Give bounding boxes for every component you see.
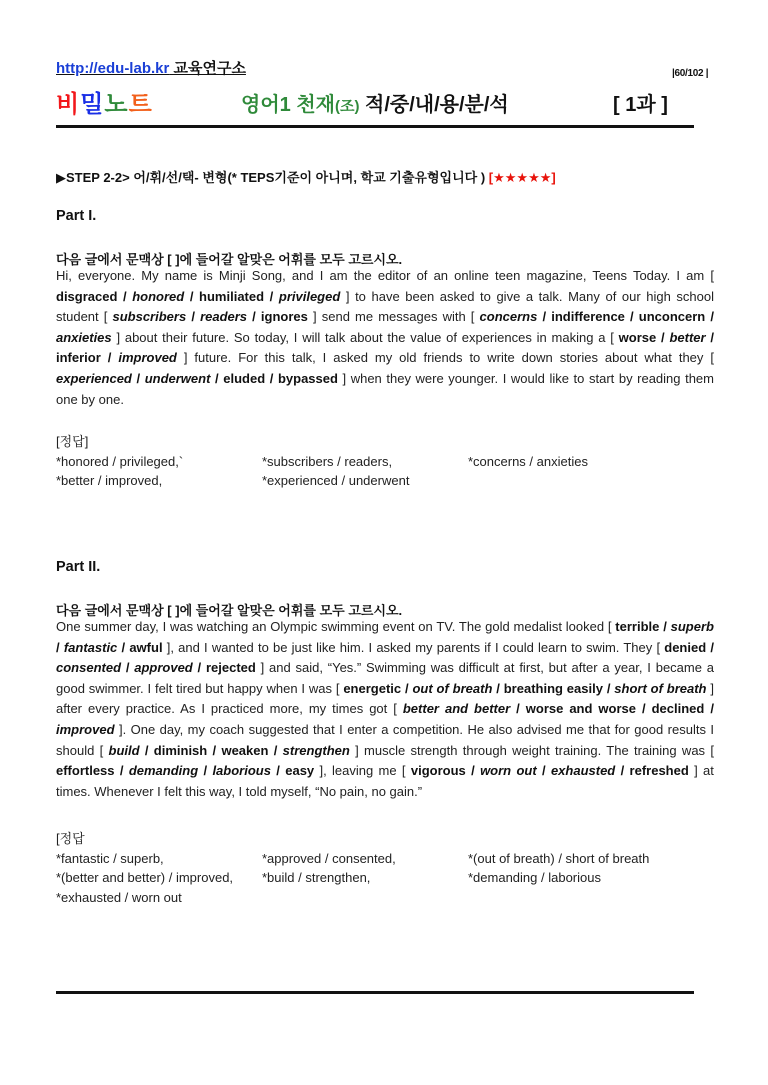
site-name: 교육연구소 xyxy=(173,60,246,77)
option-word-correct: worn out xyxy=(480,763,537,779)
answer-grid xyxy=(56,849,728,908)
brand-title xyxy=(56,84,153,119)
option-separator: / xyxy=(121,639,126,655)
option-separator: / xyxy=(496,680,500,696)
option-separator: / xyxy=(269,288,274,304)
option-word: refreshed xyxy=(629,763,689,779)
option-separator: / xyxy=(273,742,278,758)
option-separator: / xyxy=(107,350,112,366)
option-word: terrible xyxy=(615,619,660,634)
answer-row xyxy=(56,868,728,888)
option-word: rejected xyxy=(205,660,256,676)
option-word: bypassed xyxy=(277,370,338,386)
option-word: unconcern xyxy=(638,309,706,325)
answer-cell: *fantastic / superb, xyxy=(56,850,164,866)
header-divider xyxy=(56,125,694,128)
option-word-correct: fantastic xyxy=(63,639,118,655)
option-separator: / xyxy=(606,680,611,696)
answer-row xyxy=(56,452,728,472)
answer-cell: *concerns / anxieties xyxy=(468,453,588,469)
option-separator: / xyxy=(269,370,274,386)
brand-char: 비 xyxy=(56,91,81,118)
answer-row xyxy=(56,471,728,491)
option-word-correct: superb xyxy=(670,619,714,634)
option-word-correct: honored xyxy=(132,288,185,304)
option-word-correct: subscribers xyxy=(112,309,187,325)
answer-label: [정답] xyxy=(56,434,89,449)
answer-cell: *better / improved, xyxy=(56,473,163,488)
option-word-correct: strengthen xyxy=(282,742,350,758)
step-heading xyxy=(56,167,556,186)
option-word: diminish xyxy=(153,742,208,758)
option-separator: / xyxy=(710,329,714,345)
option-word-correct: improved xyxy=(56,721,115,737)
answer-row xyxy=(56,888,728,908)
answer-row xyxy=(56,849,728,869)
option-separator: / xyxy=(144,742,149,758)
option-word: breathing easily xyxy=(503,680,603,696)
page-number: |60/102 | xyxy=(672,68,709,79)
part1-title: Part I. xyxy=(56,208,97,224)
option-separator: / xyxy=(276,763,280,779)
option-word-correct: short of breath xyxy=(614,680,707,696)
option-word-correct: readers xyxy=(200,309,248,325)
option-word: humiliated xyxy=(199,288,265,304)
answer-cell: *exhausted / worn out xyxy=(56,889,182,905)
answer-label: [정답 xyxy=(56,831,85,846)
brand-char: 밀 xyxy=(80,91,105,118)
part2-answers xyxy=(56,829,728,907)
brand-char: 노 xyxy=(104,91,129,118)
option-word: worse xyxy=(618,329,657,345)
option-word-correct: out of breath xyxy=(412,680,493,696)
option-word-correct: demanding xyxy=(128,763,199,779)
footer-divider xyxy=(56,991,694,994)
option-separator: / xyxy=(189,288,194,304)
option-separator: / xyxy=(252,309,256,325)
subject-name: 영어1 천재 xyxy=(241,94,335,116)
option-word-correct: build xyxy=(108,742,140,758)
answer-cell: *honored / privileged,` xyxy=(56,453,184,469)
subject-tail: 적/중/내/용/분/석 xyxy=(359,94,509,116)
option-separator: / xyxy=(516,701,520,717)
option-word-correct: better xyxy=(669,329,706,345)
answer-cell: *subscribers / readers, xyxy=(262,453,393,469)
option-word-correct: anxieties xyxy=(56,329,112,345)
answer-cell xyxy=(262,888,468,908)
option-word: disgraced xyxy=(56,288,118,304)
answer-cell: *(out of breath) / short of breath xyxy=(468,850,650,866)
answer-cell: *(better and better) / improved, xyxy=(56,870,234,885)
option-separator: / xyxy=(541,763,546,779)
difficulty-stars: [★★★★★] xyxy=(488,170,556,185)
site-link[interactable] xyxy=(56,57,246,78)
option-separator: / xyxy=(542,309,547,325)
option-word: declined xyxy=(651,701,705,717)
option-word: eluded xyxy=(223,370,266,386)
option-word-correct: concerns xyxy=(479,309,538,325)
part1-instruction: 다음 글에서 문맥상 [ ]에 들어갈 알맞은 어휘를 모두 고르시오. xyxy=(56,252,403,267)
option-separator: / xyxy=(641,701,646,717)
part1-passage: Hi, everyone. My name is Minji Song, and I am the editor of an online teen magazine, Teens Today. I am [ disgraced / honored / humiliated / privileged ] to have been asked to give a talk. Many of our high school student [ subscribers / readers / ignores ] send me messages with [ concerns / indifference / unconcern / anxieties ] about their future. So today, I will talk about the value of experiences in making a [ worse / better / inferior / improved ] future. For this talk, I asked my old friends to write down stories about what they [ experienced / underwent / eluded / bypassed ] when they were younger. I would like to start by reading them one by one. xyxy=(56,268,714,407)
option-separator: / xyxy=(215,370,219,386)
option-separator: / xyxy=(471,763,475,779)
option-word: vigorous xyxy=(410,763,466,779)
option-word-correct: experienced xyxy=(56,370,132,386)
answer-cell: *build / strengthen, xyxy=(262,870,371,885)
option-separator: / xyxy=(710,639,714,655)
option-word-correct: exhausted xyxy=(550,763,616,779)
option-separator: / xyxy=(191,309,195,325)
option-word-correct: better and better xyxy=(402,701,511,717)
step-label: ▶STEP 2-2> 어/휘/선/택- 변형(* TEPS기준이 아니며, 학교 기출유형입니다 ) xyxy=(56,170,489,185)
option-word: worse and worse xyxy=(525,701,636,717)
part2-instruction: 다음 글에서 문맥상 [ ]에 들어갈 알맞은 어휘를 모두 고르시오. xyxy=(56,603,403,618)
option-separator: / xyxy=(663,619,667,634)
option-word: denied xyxy=(664,639,707,655)
answer-grid xyxy=(56,452,728,491)
site-url[interactable]: http://edu-lab.kr xyxy=(56,60,170,77)
option-separator: / xyxy=(630,309,634,325)
subject-title xyxy=(241,88,509,117)
option-separator: / xyxy=(710,701,714,717)
option-word: inferior xyxy=(56,350,101,366)
option-word: energetic xyxy=(343,680,402,696)
option-separator: / xyxy=(620,763,625,779)
answer-cell: *demanding / laborious xyxy=(468,870,601,885)
option-word: effortless xyxy=(56,763,115,779)
option-separator: / xyxy=(404,680,409,696)
option-separator: / xyxy=(197,660,202,676)
subject-note: (조) xyxy=(334,98,360,115)
option-word-correct: laborious xyxy=(212,763,271,779)
option-separator: / xyxy=(123,288,127,304)
option-word-correct: underwent xyxy=(144,370,211,386)
option-word-correct: improved xyxy=(118,350,177,366)
option-word: awful xyxy=(129,639,163,655)
option-word-correct: privileged xyxy=(278,288,341,304)
part1-answers xyxy=(56,432,728,491)
option-word-correct: approved xyxy=(134,660,193,676)
answer-cell: *approved / consented, xyxy=(262,850,396,866)
part2-passage: One summer day, I was watching an Olympic swimming event on TV. The gold medalist looked [ terrible / superb / fantastic / awful ], and I wanted to be just like him. I asked my parents if I could learn to swim. They [ denied / consented / approved / rejected ] and said, “Yes.” Swimming was difficult at first, but after a year, I became a good swimmer. I felt tired but happy when I was [ energetic / out of breath / breathing easily / short of breath ] after every practice. As I practiced more, my times got [ better and better / worse and worse / declined / improved ]. One day, my coach suggested that I enter a competition. He also advised me that for good results I should [ build / diminish / weaken / strengthen ] muscle strength through weight training. The training was [ effortless / demanding / laborious / easy ], leaving me [ vigorous / worn out / exhausted / refreshed ] at times. Whenever I felt this way, I told myself, “No pain, no gain.” xyxy=(56,619,714,799)
option-word: indifference xyxy=(551,309,625,325)
option-separator: / xyxy=(212,742,217,758)
part2-title: Part II. xyxy=(56,559,101,575)
lesson-label: [ 1과 ] xyxy=(613,94,668,116)
option-word: easy xyxy=(285,763,315,779)
option-separator: / xyxy=(203,763,208,779)
answer-cell: *experienced / underwent xyxy=(262,473,410,488)
option-separator: / xyxy=(710,309,714,325)
brand-char: 트 xyxy=(128,91,153,118)
option-separator: / xyxy=(136,370,141,386)
option-word-correct: consented xyxy=(56,660,122,676)
option-separator: / xyxy=(119,763,124,779)
option-word: ignores xyxy=(260,309,308,325)
answer-cell xyxy=(468,888,728,908)
option-word: weaken xyxy=(221,742,269,758)
option-separator: / xyxy=(125,660,130,676)
answer-cell xyxy=(468,471,728,491)
option-separator: / xyxy=(56,639,60,655)
option-separator: / xyxy=(661,329,665,345)
